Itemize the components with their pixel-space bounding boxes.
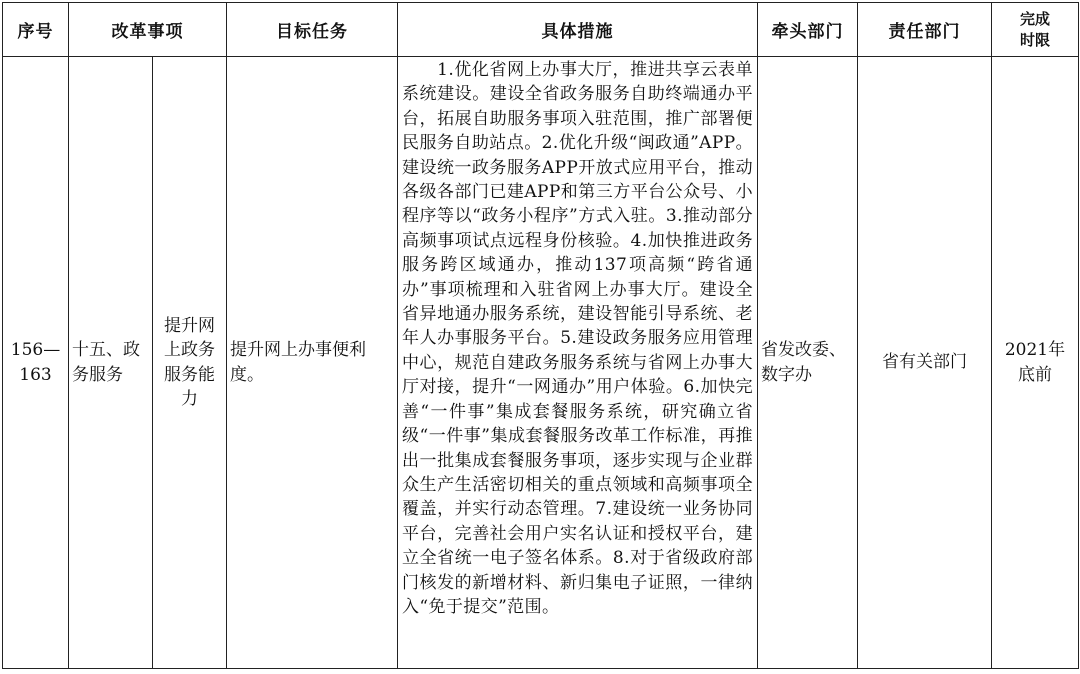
cell-seq xyxy=(3,57,69,669)
header-seq: 序号 xyxy=(3,3,69,57)
header-deadline-text: 完成时限 xyxy=(1019,9,1050,49)
lead-dept-text: 省发改委、数字办 xyxy=(761,340,846,385)
header-target-task: 目标任务 xyxy=(227,3,398,57)
cell-measures: 1.优化省网上办事大厅，推进共享云表单系统建设。建设全省政务服务自助终端通办平台，拓展自助服务事项入驻范围，推广部署便民服务自助站点。2.优化升级“闽政通”APP。建设统一政务服务APP开放式应用平台，推动各级各部门已建APP和第三方平台公众号、小程序等以“政务小程序”方式入驻。3.推动部分高频事项试点远程身份核验。4.加快推进政务服务跨区域通办，推动137项高频“跨省通办”事项梳理和入驻省网上办事大厅。建设全省异地通办服务系统，建设智能引导系统、老年人办事服务平台。5.建设政务服务应用管理中心，规范自建政务服务系统与省网上办事大厅对接，提升“一网通办”用户体验。6.加快完善“一件事”集成套餐服务系统，研究确立省级“一件事”集成套餐服务改革工作标准，再推出一批集成套餐服务事项，逐步实现与企业群众生产生活密切相关的重点领域和高频事项全覆盖，并实行动态管理。7.建设统一业务协同平台，完善社会用户实名认证和授权平台，建立全省统一电子签名体系。8.对于省级政府部门核发的新增材料、新归集电子证照，一律纳入“免于提交”范围。 xyxy=(398,57,758,669)
header-reform-item: 改革事项 xyxy=(69,3,227,57)
header-resp-dept: 责任部门 xyxy=(858,3,992,57)
cell-target-task xyxy=(227,57,398,669)
cell-lead-dept xyxy=(758,57,858,669)
reform-item-main-text: 十五、政务服务 xyxy=(72,340,140,385)
reform-item-sub-text: 提升网上政务服务能力 xyxy=(164,315,215,409)
target-task-text: 提升网上办事便利度。 xyxy=(230,340,366,385)
header-row xyxy=(3,3,1079,57)
header-measures: 具体措施 xyxy=(398,3,758,57)
seq-text: 156—163 xyxy=(10,340,61,385)
cell-resp-dept: 省有关部门 xyxy=(858,57,992,669)
header-lead-dept: 牵头部门 xyxy=(758,3,858,57)
reform-task-table xyxy=(2,2,1079,669)
deadline-text: 2021年底前 xyxy=(1004,340,1066,385)
cell-reform-item-sub xyxy=(153,57,227,669)
cell-reform-item-main xyxy=(69,57,153,669)
table-row xyxy=(3,57,1079,669)
cell-deadline xyxy=(992,57,1079,669)
header-deadline xyxy=(992,3,1079,57)
